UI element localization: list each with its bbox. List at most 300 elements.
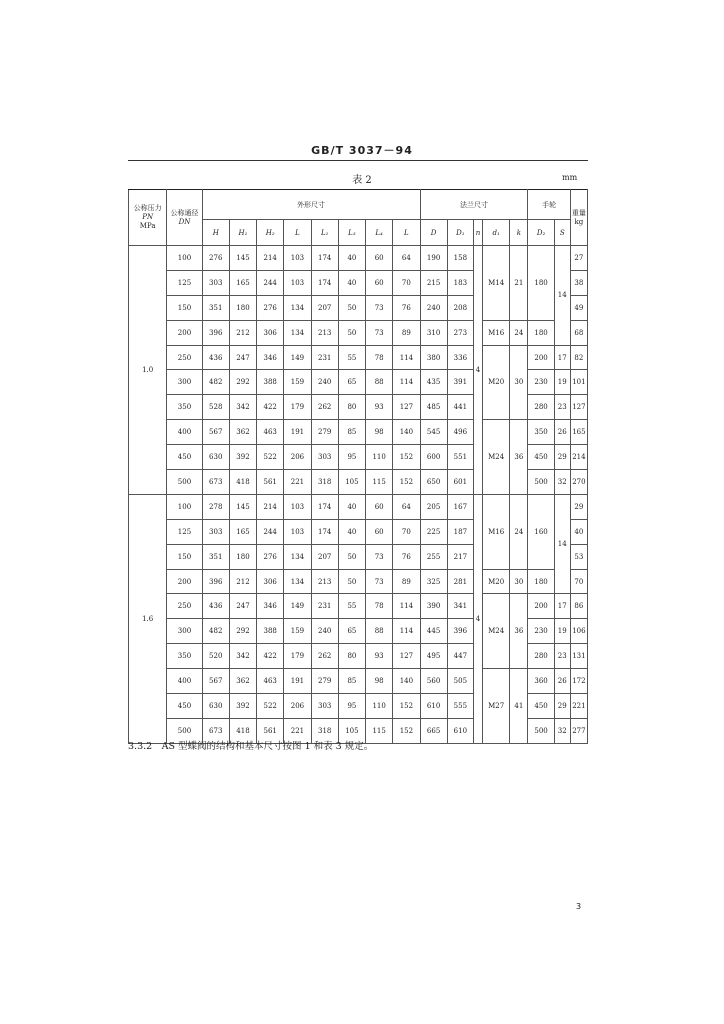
cell-l1: 279	[311, 420, 338, 445]
s-cell: 29	[554, 445, 570, 470]
cell-d: 215	[420, 270, 447, 295]
cell-h2: 463	[257, 669, 284, 694]
cell-l1: 318	[311, 718, 338, 743]
k-cell: 30	[510, 569, 528, 594]
cell-l5: 114	[393, 345, 420, 370]
cell-h1: 212	[229, 320, 256, 345]
cell-l1: 207	[311, 295, 338, 320]
cell-h1: 392	[229, 445, 256, 470]
cell-d: 190	[420, 246, 447, 271]
header-pn: 公称压力 PN MPa	[129, 190, 167, 246]
cell-h: 396	[202, 569, 229, 594]
table-row	[129, 345, 588, 370]
cell-l: 221	[284, 470, 311, 495]
cell-d1: 505	[447, 669, 473, 694]
cell-l5: 127	[393, 395, 420, 420]
col-l1: L₁	[311, 220, 338, 246]
d2-cell: 200	[528, 594, 554, 619]
cell-l4: 60	[366, 519, 393, 544]
cell-l: 206	[284, 445, 311, 470]
cell-l1: 279	[311, 669, 338, 694]
cell-d: 665	[420, 718, 447, 743]
cell-l5: 76	[393, 544, 420, 569]
mass-cell: 131	[570, 644, 587, 669]
dn-cell: 125	[167, 270, 202, 295]
mass-cell: 70	[570, 569, 587, 594]
cell-d1: 208	[447, 295, 473, 320]
cell-l: 103	[284, 494, 311, 519]
cell-l4: 110	[366, 445, 393, 470]
cell-l4: 115	[366, 470, 393, 495]
cell-d: 600	[420, 445, 447, 470]
k-cell: 30	[510, 345, 528, 420]
cell-l1: 174	[311, 519, 338, 544]
cell-d1: 336	[447, 345, 473, 370]
cell-l: 134	[284, 569, 311, 594]
cell-d1: 158	[447, 246, 473, 271]
dn-cell: 300	[167, 370, 202, 395]
mass-cell: 82	[570, 345, 587, 370]
cell-l3: 50	[338, 569, 365, 594]
cell-d1: 281	[447, 569, 473, 594]
mass-cell: 86	[570, 594, 587, 619]
s-cell: 29	[554, 694, 570, 719]
cell-d: 325	[420, 569, 447, 594]
k-cell: 36	[510, 594, 528, 669]
col-h2: H₂	[257, 220, 284, 246]
bolt-cell: M24	[483, 420, 510, 495]
cell-l4: 60	[366, 270, 393, 295]
col-h1: H₁	[229, 220, 256, 246]
cell-l: 103	[284, 270, 311, 295]
cell-h2: 561	[257, 470, 284, 495]
cell-l1: 318	[311, 470, 338, 495]
col-s: S	[554, 220, 570, 246]
cell-d1: 610	[447, 718, 473, 743]
dn-cell: 450	[167, 445, 202, 470]
col-l3: L₃	[338, 220, 365, 246]
col-l4: L₄	[366, 220, 393, 246]
cell-l1: 213	[311, 569, 338, 594]
cell-d1: 341	[447, 594, 473, 619]
k-cell: 24	[510, 320, 528, 345]
s-cell: 26	[554, 669, 570, 694]
cell-d: 495	[420, 644, 447, 669]
header-flange-group: 法兰尺寸	[420, 190, 528, 220]
cell-h1: 145	[229, 246, 256, 271]
table-row	[129, 569, 588, 594]
d2-cell: 200	[528, 345, 554, 370]
col-h: H	[202, 220, 229, 246]
cell-l3: 95	[338, 694, 365, 719]
cell-l5: 70	[393, 519, 420, 544]
cell-h: 528	[202, 395, 229, 420]
cell-l1: 240	[311, 370, 338, 395]
cell-d1: 447	[447, 644, 473, 669]
cell-l5: 64	[393, 494, 420, 519]
dn-cell: 200	[167, 569, 202, 594]
table-title: 表 2	[352, 175, 372, 186]
mass-cell: 165	[570, 420, 587, 445]
col-bolt: d₁	[483, 220, 510, 246]
d2-cell: 160	[528, 494, 554, 569]
cell-l5: 152	[393, 445, 420, 470]
cell-h: 276	[202, 246, 229, 271]
cell-l1: 174	[311, 494, 338, 519]
cell-h1: 247	[229, 594, 256, 619]
d2-cell: 180	[528, 569, 554, 594]
cell-l: 159	[284, 619, 311, 644]
cell-d1: 396	[447, 619, 473, 644]
bolt-cell: M24	[483, 594, 510, 669]
cell-l1: 303	[311, 694, 338, 719]
cell-d: 390	[420, 594, 447, 619]
cell-d: 545	[420, 420, 447, 445]
s-cell: 26	[554, 420, 570, 445]
cell-l4: 110	[366, 694, 393, 719]
cell-h: 436	[202, 594, 229, 619]
cell-l4: 88	[366, 370, 393, 395]
bolt-cell: M27	[483, 669, 510, 744]
cell-d: 205	[420, 494, 447, 519]
cell-h2: 346	[257, 594, 284, 619]
cell-h1: 362	[229, 669, 256, 694]
cell-l5: 114	[393, 594, 420, 619]
unit-label: mm	[562, 173, 578, 182]
n-cell: 4	[473, 246, 482, 495]
cell-h: 673	[202, 718, 229, 743]
d2-cell: 280	[528, 644, 554, 669]
d2-cell: 230	[528, 619, 554, 644]
cell-l4: 73	[366, 295, 393, 320]
dn-cell: 250	[167, 594, 202, 619]
mass-cell: 270	[570, 470, 587, 495]
cell-d1: 217	[447, 544, 473, 569]
cell-d: 445	[420, 619, 447, 644]
cell-h1: 145	[229, 494, 256, 519]
col-l5: L	[393, 220, 420, 246]
d2-cell: 230	[528, 370, 554, 395]
cell-l5: 89	[393, 569, 420, 594]
d2-cell: 180	[528, 246, 554, 321]
cell-l5: 140	[393, 669, 420, 694]
cell-h: 278	[202, 494, 229, 519]
cell-h: 396	[202, 320, 229, 345]
table-row	[129, 494, 588, 519]
cell-l4: 88	[366, 619, 393, 644]
k-cell: 24	[510, 494, 528, 569]
cell-l4: 98	[366, 420, 393, 445]
cell-h2: 522	[257, 694, 284, 719]
cell-l3: 40	[338, 270, 365, 295]
dn-cell: 400	[167, 669, 202, 694]
cell-h2: 522	[257, 445, 284, 470]
cell-l3: 50	[338, 295, 365, 320]
col-d: D	[420, 220, 447, 246]
cell-l: 221	[284, 718, 311, 743]
standard-number: GB/T 3037－94	[311, 144, 413, 157]
cell-d: 240	[420, 295, 447, 320]
cell-l3: 105	[338, 718, 365, 743]
d2-cell: 280	[528, 395, 554, 420]
cell-l5: 127	[393, 644, 420, 669]
cell-l3: 80	[338, 395, 365, 420]
cell-l1: 174	[311, 270, 338, 295]
cell-d1: 167	[447, 494, 473, 519]
cell-l: 149	[284, 345, 311, 370]
bolt-cell: M20	[483, 569, 510, 594]
dn-cell: 450	[167, 694, 202, 719]
cell-l3: 95	[338, 445, 365, 470]
cell-l: 179	[284, 644, 311, 669]
cell-h1: 292	[229, 370, 256, 395]
cell-d: 255	[420, 544, 447, 569]
mass-cell: 40	[570, 519, 587, 544]
col-d2: D₂	[528, 220, 554, 246]
cell-l1: 262	[311, 644, 338, 669]
cell-h: 351	[202, 295, 229, 320]
cell-l3: 55	[338, 594, 365, 619]
cell-l3: 50	[338, 320, 365, 345]
cell-h2: 422	[257, 644, 284, 669]
dn-cell: 150	[167, 295, 202, 320]
cell-h: 436	[202, 345, 229, 370]
s-cell: 17	[554, 594, 570, 619]
cell-d1: 187	[447, 519, 473, 544]
dn-cell: 200	[167, 320, 202, 345]
d2-cell: 450	[528, 694, 554, 719]
cell-h1: 247	[229, 345, 256, 370]
d2-cell: 360	[528, 669, 554, 694]
cell-l4: 73	[366, 544, 393, 569]
cell-l: 149	[284, 594, 311, 619]
dn-cell: 300	[167, 619, 202, 644]
cell-h: 567	[202, 420, 229, 445]
cell-l4: 78	[366, 345, 393, 370]
cell-h: 673	[202, 470, 229, 495]
cell-l1: 303	[311, 445, 338, 470]
cell-l: 103	[284, 246, 311, 271]
cell-l5: 89	[393, 320, 420, 345]
mass-cell: 214	[570, 445, 587, 470]
cell-h: 482	[202, 619, 229, 644]
mass-cell: 172	[570, 669, 587, 694]
table-row	[129, 420, 588, 445]
mass-cell: 29	[570, 494, 587, 519]
cell-l3: 55	[338, 345, 365, 370]
cell-h2: 244	[257, 519, 284, 544]
dimension-table	[128, 189, 588, 744]
cell-d1: 441	[447, 395, 473, 420]
cell-l3: 85	[338, 669, 365, 694]
table-row	[129, 594, 588, 619]
cell-l: 206	[284, 694, 311, 719]
cell-d: 225	[420, 519, 447, 544]
cell-l4: 73	[366, 569, 393, 594]
cell-d1: 391	[447, 370, 473, 395]
s-cell: 17	[554, 345, 570, 370]
cell-h: 482	[202, 370, 229, 395]
cell-h: 303	[202, 519, 229, 544]
cell-l3: 80	[338, 644, 365, 669]
header-outline-group: 外形尺寸	[202, 190, 420, 220]
clause-note: 3.3.2 AS 型蝶阀的结构和基本尺寸按图 1 和表 3 规定。	[128, 741, 374, 752]
cell-h: 567	[202, 669, 229, 694]
cell-h1: 180	[229, 544, 256, 569]
cell-l1: 174	[311, 246, 338, 271]
pn-cell: 1.6	[129, 494, 167, 743]
s-cell: 32	[554, 718, 570, 743]
cell-l3: 40	[338, 494, 365, 519]
mass-cell: 101	[570, 370, 587, 395]
cell-d1: 555	[447, 694, 473, 719]
cell-h2: 276	[257, 544, 284, 569]
cell-l5: 76	[393, 295, 420, 320]
cell-l: 191	[284, 420, 311, 445]
cell-h1: 418	[229, 718, 256, 743]
cell-h2: 306	[257, 569, 284, 594]
header-dn: 公称通径 DN	[167, 190, 202, 246]
mass-cell: 49	[570, 295, 587, 320]
mass-cell: 68	[570, 320, 587, 345]
s-cell: 23	[554, 395, 570, 420]
mass-cell: 221	[570, 694, 587, 719]
cell-h: 630	[202, 694, 229, 719]
d2-cell: 500	[528, 718, 554, 743]
cell-l: 103	[284, 519, 311, 544]
k-cell: 41	[510, 669, 528, 744]
cell-h1: 392	[229, 694, 256, 719]
cell-l3: 50	[338, 544, 365, 569]
cell-h2: 306	[257, 320, 284, 345]
cell-l4: 78	[366, 594, 393, 619]
cell-h: 351	[202, 544, 229, 569]
mass-cell: 106	[570, 619, 587, 644]
cell-h1: 342	[229, 644, 256, 669]
cell-d: 650	[420, 470, 447, 495]
col-k: k	[510, 220, 528, 246]
s-cell: 19	[554, 619, 570, 644]
cell-d: 435	[420, 370, 447, 395]
bolt-cell: M16	[483, 320, 510, 345]
cell-l4: 93	[366, 644, 393, 669]
cell-l: 134	[284, 544, 311, 569]
cell-h: 303	[202, 270, 229, 295]
dn-cell: 350	[167, 395, 202, 420]
table-row	[129, 669, 588, 694]
cell-l3: 40	[338, 246, 365, 271]
cell-d1: 601	[447, 470, 473, 495]
cell-d: 610	[420, 694, 447, 719]
mass-cell: 53	[570, 544, 587, 569]
d2-cell: 500	[528, 470, 554, 495]
cell-d: 310	[420, 320, 447, 345]
col-l: L	[284, 220, 311, 246]
pn-cell: 1.0	[129, 246, 167, 495]
s-cell: 14	[554, 246, 570, 346]
cell-l: 134	[284, 320, 311, 345]
cell-l4: 115	[366, 718, 393, 743]
cell-l3: 40	[338, 519, 365, 544]
mass-cell: 277	[570, 718, 587, 743]
header-rule	[128, 160, 588, 161]
cell-d: 485	[420, 395, 447, 420]
cell-h2: 214	[257, 246, 284, 271]
s-cell: 23	[554, 644, 570, 669]
cell-l3: 85	[338, 420, 365, 445]
table-row	[129, 246, 588, 271]
mass-cell: 27	[570, 246, 587, 271]
dn-cell: 500	[167, 718, 202, 743]
cell-l3: 105	[338, 470, 365, 495]
cell-l: 191	[284, 669, 311, 694]
page-number: 3	[576, 902, 582, 911]
cell-l: 134	[284, 295, 311, 320]
d2-cell: 180	[528, 320, 554, 345]
cell-l1: 231	[311, 594, 338, 619]
cell-l: 159	[284, 370, 311, 395]
cell-l5: 140	[393, 420, 420, 445]
cell-l1: 213	[311, 320, 338, 345]
cell-l5: 152	[393, 694, 420, 719]
bolt-cell: M14	[483, 246, 510, 321]
cell-l4: 60	[366, 246, 393, 271]
cell-l1: 240	[311, 619, 338, 644]
cell-d1: 496	[447, 420, 473, 445]
cell-h1: 342	[229, 395, 256, 420]
cell-d1: 273	[447, 320, 473, 345]
k-cell: 36	[510, 420, 528, 495]
dn-cell: 500	[167, 470, 202, 495]
table-row	[129, 320, 588, 345]
bolt-cell: M20	[483, 345, 510, 420]
cell-l4: 60	[366, 494, 393, 519]
cell-l5: 152	[393, 718, 420, 743]
cell-h1: 292	[229, 619, 256, 644]
cell-l4: 73	[366, 320, 393, 345]
cell-h: 630	[202, 445, 229, 470]
cell-h2: 346	[257, 345, 284, 370]
cell-h2: 214	[257, 494, 284, 519]
cell-h1: 212	[229, 569, 256, 594]
mass-cell: 38	[570, 270, 587, 295]
cell-d: 380	[420, 345, 447, 370]
cell-l5: 152	[393, 470, 420, 495]
header-handwheel-group: 手轮	[528, 190, 570, 220]
s-cell: 14	[554, 494, 570, 594]
mass-cell: 127	[570, 395, 587, 420]
cell-l4: 98	[366, 669, 393, 694]
cell-d: 560	[420, 669, 447, 694]
dn-cell: 100	[167, 494, 202, 519]
s-cell: 32	[554, 470, 570, 495]
col-n: n	[473, 220, 482, 246]
k-cell: 21	[510, 246, 528, 321]
cell-l5: 70	[393, 270, 420, 295]
cell-l5: 114	[393, 619, 420, 644]
cell-h1: 180	[229, 295, 256, 320]
dn-cell: 100	[167, 246, 202, 271]
cell-h1: 165	[229, 270, 256, 295]
cell-l1: 207	[311, 544, 338, 569]
cell-h2: 561	[257, 718, 284, 743]
dn-cell: 125	[167, 519, 202, 544]
header-mass: 重量 kg	[570, 190, 587, 246]
cell-l3: 65	[338, 619, 365, 644]
cell-l4: 93	[366, 395, 393, 420]
cell-h1: 165	[229, 519, 256, 544]
cell-h2: 388	[257, 370, 284, 395]
